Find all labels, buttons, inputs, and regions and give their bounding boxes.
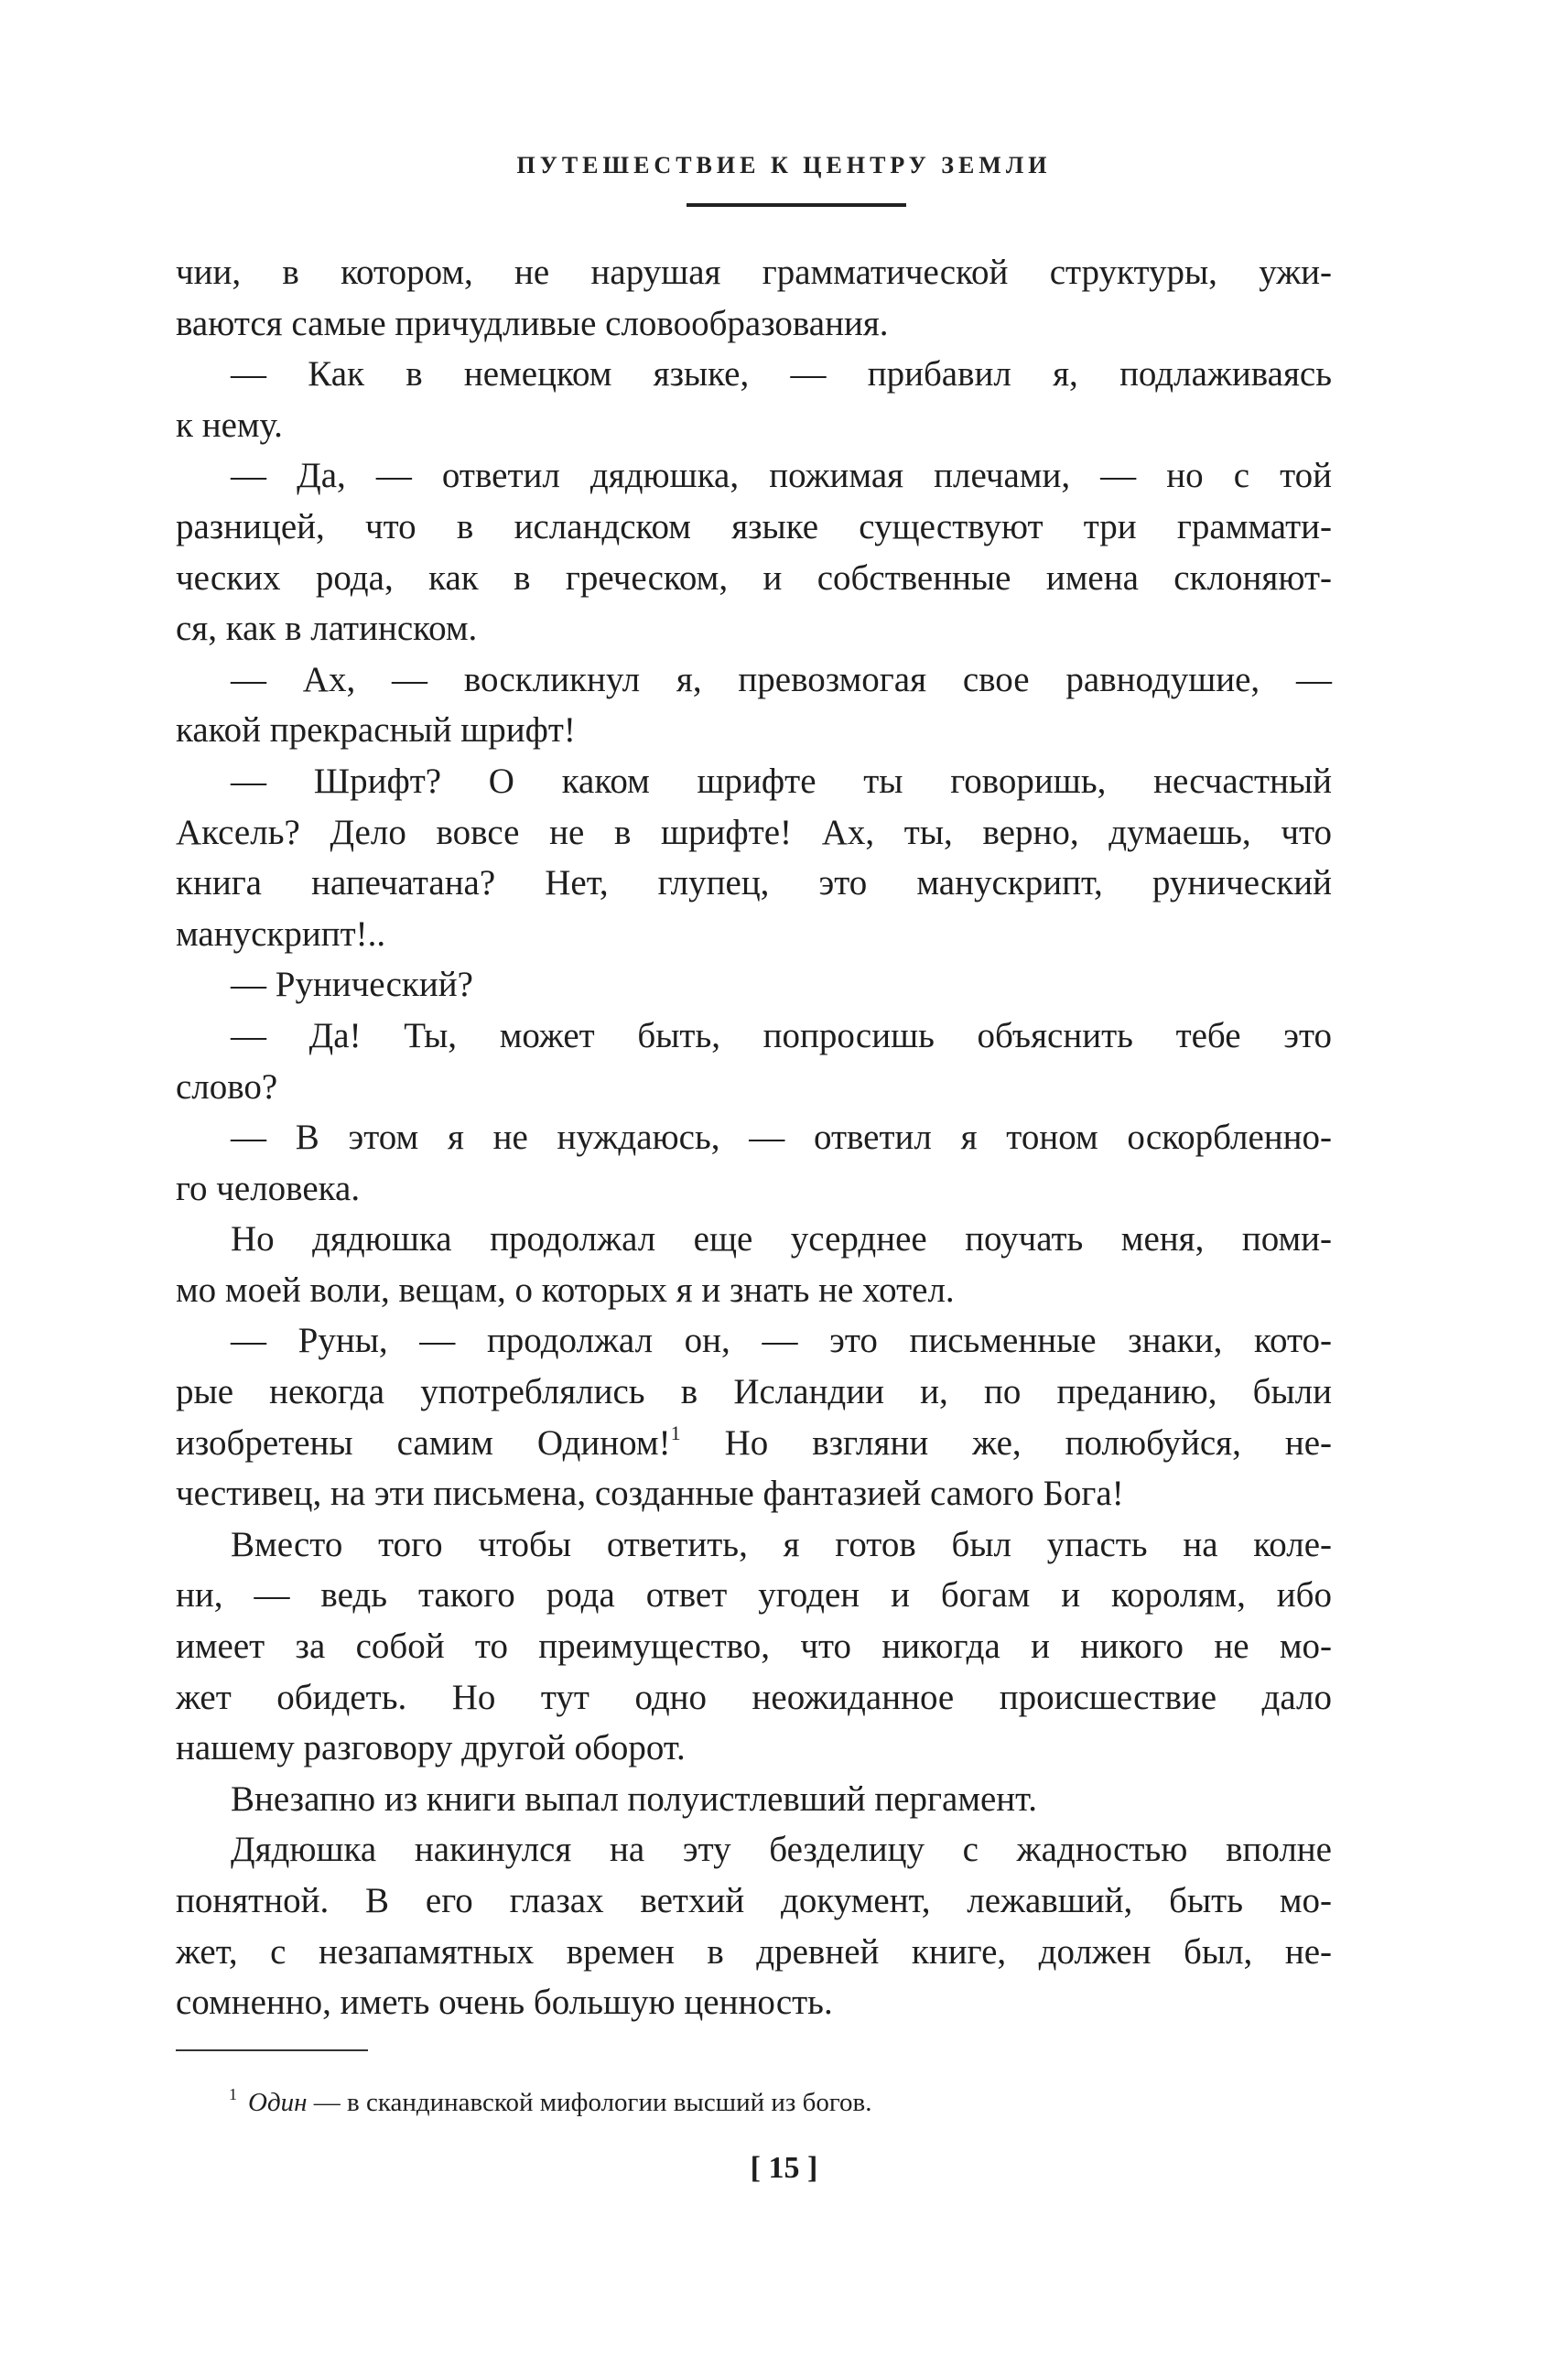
text-line (176, 1163, 1332, 1215)
text-line (176, 603, 1332, 654)
text-line (176, 1062, 1332, 1113)
text-line-content: ся, как в латинском. (176, 609, 478, 649)
text-line-content: — Да! Ты, может быть, попросишь объяснить тебе это (231, 1015, 1332, 1055)
text-line-content: — Да, — ответил дядюшка, пожимая плечами, — но с той (231, 456, 1332, 496)
text-line (176, 858, 1332, 909)
text-line (176, 1367, 1332, 1418)
text-line (176, 1011, 1332, 1062)
footnote-term: Один (248, 2088, 308, 2117)
text-line-content: какой прекрасный шрифт! (176, 710, 576, 751)
footnote-marker: 1 (229, 2085, 237, 2103)
text-line (176, 502, 1332, 553)
text-line-content: го человека. (176, 1168, 361, 1208)
text-line (176, 553, 1332, 604)
text-line (176, 1672, 1332, 1724)
text-line (176, 1570, 1332, 1621)
text-line-content: чии, в котором, не нарушая грамматической структуры, ужи- (176, 253, 1332, 292)
text-line (176, 247, 1332, 298)
text-line-content: — Как в немецком языке, — прибавил я, подлаживаясь (231, 354, 1332, 395)
text-line-content: нашему разговору другой оборот. (176, 1728, 686, 1768)
text-line (176, 1824, 1332, 1875)
text-line (176, 400, 1332, 451)
text-line (176, 1927, 1332, 1978)
text-line (176, 705, 1332, 756)
text-line (176, 1774, 1332, 1825)
text-line-content: Дядюшка накинулся на эту безделицу с жадностью вполне (231, 1830, 1332, 1870)
text-line (176, 298, 1332, 350)
text-line (176, 1977, 1332, 2028)
footnote-rule (176, 2049, 368, 2051)
text-line (176, 1315, 1332, 1367)
body-text (176, 247, 1332, 2028)
text-line (176, 349, 1332, 400)
text-line (176, 909, 1332, 960)
text-line (176, 1723, 1332, 1774)
footnote (229, 2076, 872, 2121)
text-line-content: жет обидеть. Но тут одно неожиданное происшествие дало (176, 1677, 1332, 1717)
text-line-content: к нему. (176, 405, 283, 445)
text-line-content: рые некогда употреблялись в Исландии и, по преданию, были (176, 1372, 1332, 1412)
text-line (176, 1265, 1332, 1316)
text-line-content: Вместо того чтобы ответить, я готов был упасть на коле- (231, 1524, 1332, 1564)
text-line (176, 1519, 1332, 1571)
running-head-rule (687, 203, 906, 207)
text-line-content: — Рунический? (231, 965, 473, 1005)
text-line-content: — В этом я не нуждаюсь, — ответил я тоном оскорбленно- (231, 1118, 1332, 1158)
text-line-content: — Руны, — продолжал он, — это письменные знаки, кото- (231, 1321, 1332, 1361)
page-number: [ 15 ] (750, 2151, 818, 2185)
text-line-content: Внезапно из книги выпал полуистлевший пергамент. (231, 1778, 1038, 1819)
text-line-content: жет, с незапамятных времен в древней книге, должен был, не- (176, 1931, 1332, 1972)
text-line (176, 756, 1332, 807)
text-line (176, 1214, 1332, 1265)
text-line (176, 959, 1332, 1011)
text-line-content: слово? (176, 1066, 278, 1107)
text-line (176, 1112, 1332, 1163)
text-line-content: изобретены самим Одином! (176, 1422, 671, 1463)
text-line-content: ни, — ведь такого рода ответ угоден и богам и королям, ибо (176, 1575, 1332, 1616)
footnote-reference: 1 (670, 1421, 681, 1444)
text-line (176, 654, 1332, 706)
text-line-content: честивец, на эти письмена, созданные фантазией самого Бога! (176, 1474, 1124, 1514)
text-line-content: мо моей воли, вещам, о которых я и знать не хотел. (176, 1270, 955, 1310)
running-head: ПУТЕШЕСТВИЕ К ЦЕНТРУ ЗЕМЛИ (516, 152, 1052, 178)
text-line (176, 450, 1332, 502)
text-line (176, 807, 1332, 859)
text-line-content: понятной. В его глазах ветхий документ, лежавший, быть мо- (176, 1881, 1332, 1920)
text-line-content: книга напечатана? Нет, глупец, это манускрипт, рунический (176, 863, 1332, 903)
text-line-content: — Шрифт? О каком шрифте ты говоришь, несчастный (231, 761, 1332, 801)
text-line-content: сомненно, иметь очень большую ценность. (176, 1983, 833, 2023)
text-line-content: — Ах, — воскликнул я, превозмогая свое равнодушие, — (231, 659, 1332, 699)
text-line (176, 1875, 1332, 1927)
text-line-content: разницей, что в исландском языке существуют три граммати- (176, 506, 1332, 546)
text-line-content: Аксель? Дело вовсе не в шрифте! Ах, ты, верно, думаешь, что (176, 812, 1332, 852)
text-line-content: ческих рода, как в греческом, и собственные имена склоняют- (176, 557, 1332, 598)
text-line (176, 1418, 1332, 1469)
text-line-content: манускрипт!.. (176, 913, 386, 954)
text-line-content: Но взгляни же, полюбуйся, не- (680, 1422, 1332, 1463)
footnote-text: — в скандинавской мифологии высший из богов. (307, 2088, 872, 2117)
text-line-content: Но дядюшка продолжал еще усерднее поучать меня, поми- (231, 1219, 1332, 1259)
text-line (176, 1621, 1332, 1672)
text-line-content: имеет за собой то преимущество, что никогда и никого не мо- (176, 1627, 1332, 1667)
text-line (176, 1468, 1332, 1519)
text-line-content: ваются самые причудливые словообразования. (176, 303, 889, 343)
